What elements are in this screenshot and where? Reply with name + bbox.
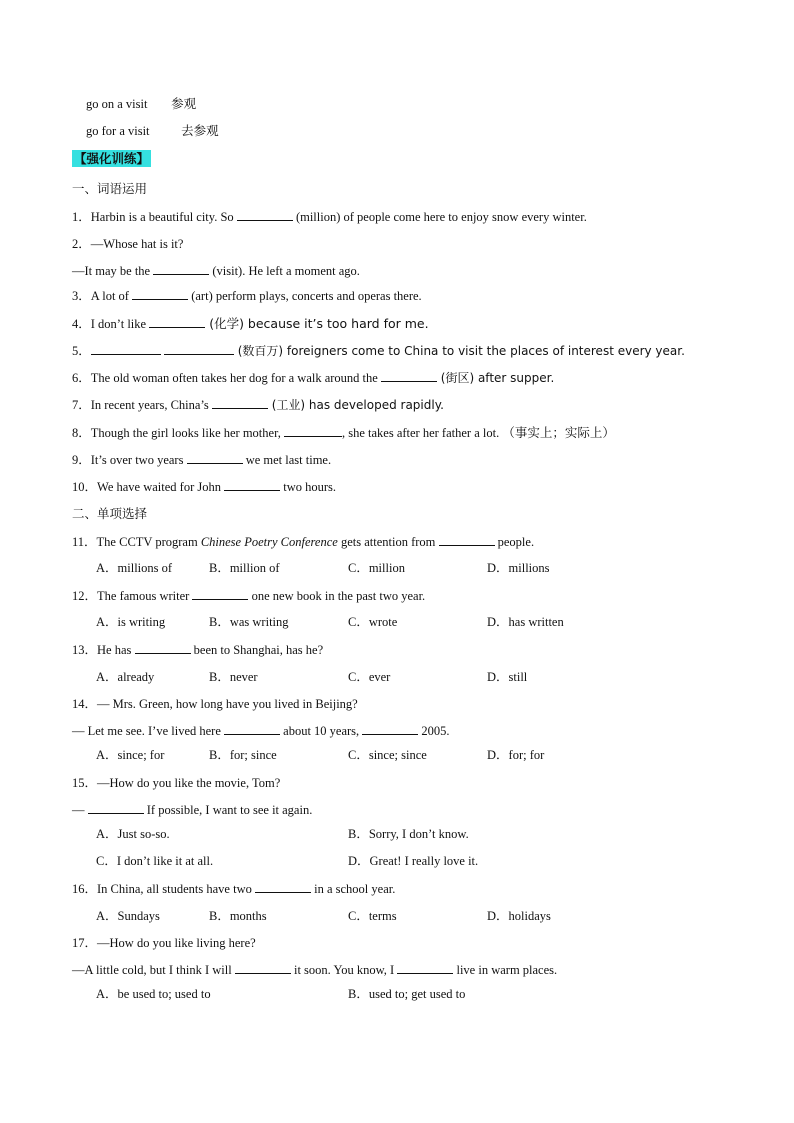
option-b[interactable]: B．never — [209, 670, 258, 684]
program-title: Chinese Poetry Conference — [200, 535, 338, 549]
question-number: 17． — [72, 936, 98, 950]
question-text: —It may be the — [72, 264, 154, 278]
option-d[interactable]: D．millions — [487, 561, 550, 575]
question-number: 15． — [72, 776, 98, 790]
answer-blank[interactable] — [212, 396, 268, 409]
question-14-reply — [72, 722, 450, 739]
answer-blank[interactable] — [91, 342, 161, 355]
answer-blank[interactable] — [381, 369, 437, 382]
option-a[interactable]: A．is writing — [96, 615, 166, 629]
answer-blank[interactable] — [237, 208, 293, 221]
question-number: 8． — [72, 426, 91, 440]
question-text: been to Shanghai, has he? — [190, 643, 324, 657]
question-text: 2005. — [418, 724, 450, 738]
question-text: It’s over two years — [90, 453, 187, 467]
vocab-meaning: 参观 — [171, 96, 197, 111]
question-number: 1． — [72, 210, 91, 224]
question-text: If possible, I want to see it again. — [143, 803, 313, 817]
option-c[interactable]: C．since; since — [348, 748, 427, 762]
question-9 — [72, 451, 331, 468]
option-d[interactable]: D．Great! I really love it. — [348, 854, 479, 868]
question-16 — [72, 880, 395, 897]
vocab-meaning: 去参观 — [181, 123, 219, 138]
question-4 — [72, 315, 429, 332]
option-b[interactable]: B．million of — [209, 561, 280, 575]
question-text: We have waited for John — [97, 480, 225, 494]
question-text: — Let me see. I’ve lived here — [72, 724, 225, 738]
question-8 — [72, 424, 615, 441]
vocab-phrase: go for a visit — [86, 124, 150, 138]
option-a[interactable]: A．already — [96, 670, 155, 684]
question-text: (化学) because it’s too hard for me. — [205, 316, 429, 331]
question-text: — Mrs. Green, how long have you lived in Beijing? — [97, 697, 358, 711]
question-text: it soon. You know, I — [290, 963, 398, 977]
answer-blank[interactable] — [153, 262, 209, 275]
option-c[interactable]: C．wrote — [348, 615, 398, 629]
option-a[interactable]: A．millions of — [96, 561, 173, 575]
question-7 — [72, 396, 444, 413]
question-2 — [72, 236, 183, 252]
question-number: 10． — [72, 480, 98, 494]
question-12 — [72, 587, 425, 604]
question-number: 9． — [72, 453, 91, 467]
answer-blank[interactable] — [187, 451, 243, 464]
question-text: (art) perform plays, concerts and operas there. — [188, 289, 422, 303]
question-17-reply — [72, 961, 557, 978]
question-text: —Whose hat is it? — [90, 237, 184, 251]
option-c[interactable]: C．million — [348, 561, 405, 575]
question-text: The old woman often takes her dog for a walk around the — [90, 371, 381, 385]
answer-blank[interactable] — [235, 961, 291, 974]
answer-blank[interactable] — [439, 533, 495, 546]
part1-title: 一、词语运用 — [72, 181, 148, 196]
answer-blank[interactable] — [164, 342, 234, 355]
question-text: , she takes after her father a lot. （事实上；实际上） — [341, 426, 615, 440]
question-6 — [72, 369, 554, 386]
section-banner — [72, 151, 151, 167]
question-number: 12． — [72, 589, 98, 603]
answer-blank[interactable] — [149, 315, 205, 328]
question-text: (million) of people come here to enjoy snow every winter. — [292, 210, 587, 224]
answer-blank[interactable] — [88, 801, 144, 814]
question-number: 13． — [72, 643, 98, 657]
option-c[interactable]: C．I don’t like it at all. — [96, 854, 214, 868]
question-text: (街区) after supper. — [436, 371, 555, 385]
option-d[interactable]: D．for; for — [487, 748, 545, 762]
option-a[interactable]: A．Sundays — [96, 909, 160, 923]
option-c[interactable]: C．ever — [348, 670, 391, 684]
question-number: 14． — [72, 697, 98, 711]
question-3 — [72, 287, 422, 304]
question-number: 6． — [72, 371, 91, 385]
question-5 — [72, 342, 685, 359]
question-14 — [72, 696, 358, 712]
answer-blank[interactable] — [224, 722, 280, 735]
option-c[interactable]: C．terms — [348, 909, 397, 923]
answer-blank[interactable] — [255, 880, 311, 893]
answer-blank[interactable] — [192, 587, 248, 600]
question-text: (visit). He left a moment ago. — [209, 264, 360, 278]
option-d[interactable]: D．holidays — [487, 909, 551, 923]
question-text: in a school year. — [310, 882, 396, 896]
question-text: I don’t like — [90, 317, 150, 331]
option-a[interactable]: A．be used to; used to — [96, 987, 211, 1001]
question-13 — [72, 641, 323, 658]
question-number: 11． — [72, 535, 97, 549]
answer-blank[interactable] — [135, 641, 191, 654]
question-2-reply — [72, 262, 360, 279]
question-10 — [72, 478, 336, 495]
question-text: In recent years, China’s — [90, 398, 212, 412]
question-15 — [72, 775, 280, 791]
vocab-line-2 — [86, 123, 219, 139]
question-number: 2． — [72, 237, 91, 251]
question-text: A lot of — [90, 289, 133, 303]
question-text: gets attention from — [337, 535, 439, 549]
option-d[interactable]: D．still — [487, 670, 528, 684]
answer-blank[interactable] — [397, 961, 453, 974]
option-b[interactable]: B．for; since — [209, 748, 277, 762]
question-text: Harbin is a beautiful city. So — [90, 210, 237, 224]
vocab-phrase: go on a visit — [86, 97, 148, 111]
option-a[interactable]: A．since; for — [96, 748, 165, 762]
question-text: about 10 years, — [280, 724, 363, 738]
option-b[interactable]: B．months — [209, 909, 267, 923]
vocab-line-1 — [86, 96, 196, 112]
question-text: one new book in the past two year. — [248, 589, 426, 603]
answer-blank[interactable] — [224, 478, 280, 491]
question-17 — [72, 935, 256, 951]
option-b[interactable]: B．was writing — [209, 615, 289, 629]
part2-title: 二、单项选择 — [72, 506, 148, 521]
section-banner-text: 【强化训练】 — [74, 151, 150, 166]
option-b[interactable]: B．used to; get used to — [348, 987, 466, 1001]
question-text: —How do you like the movie, Tom? — [97, 776, 281, 790]
question-text: —How do you like living here? — [97, 936, 256, 950]
answer-blank[interactable] — [284, 424, 342, 437]
option-d[interactable]: D．has written — [487, 615, 564, 629]
question-number: 16． — [72, 882, 98, 896]
question-text: — — [72, 803, 88, 817]
question-text: —A little cold, but I think I will — [72, 963, 235, 977]
question-text: (数百万) foreigners come to China to visit the places of interest every year. — [233, 344, 685, 358]
question-1 — [72, 208, 587, 225]
question-text: we met last time. — [242, 453, 332, 467]
question-number: 5． — [72, 344, 91, 358]
answer-blank[interactable] — [132, 287, 188, 300]
answer-blank[interactable] — [362, 722, 418, 735]
option-b[interactable]: B．Sorry, I don’t know. — [348, 827, 469, 841]
question-number: 4． — [72, 317, 91, 331]
option-a[interactable]: A．Just so-so. — [96, 827, 170, 841]
question-text: Though the girl looks like her mother, — [90, 426, 284, 440]
question-15-reply — [72, 801, 312, 818]
question-text: In China, all students have two — [97, 882, 255, 896]
question-text: people. — [494, 535, 535, 549]
question-text: two hours. — [280, 480, 336, 494]
question-number: 7． — [72, 398, 91, 412]
question-number: 3． — [72, 289, 91, 303]
question-text: The famous writer — [97, 589, 193, 603]
question-text: He has — [97, 643, 135, 657]
question-text: (工业) has developed rapidly. — [267, 398, 444, 412]
question-text: live in warm places. — [453, 963, 558, 977]
question-text: The CCTV program — [96, 535, 201, 549]
question-11 — [72, 533, 534, 550]
